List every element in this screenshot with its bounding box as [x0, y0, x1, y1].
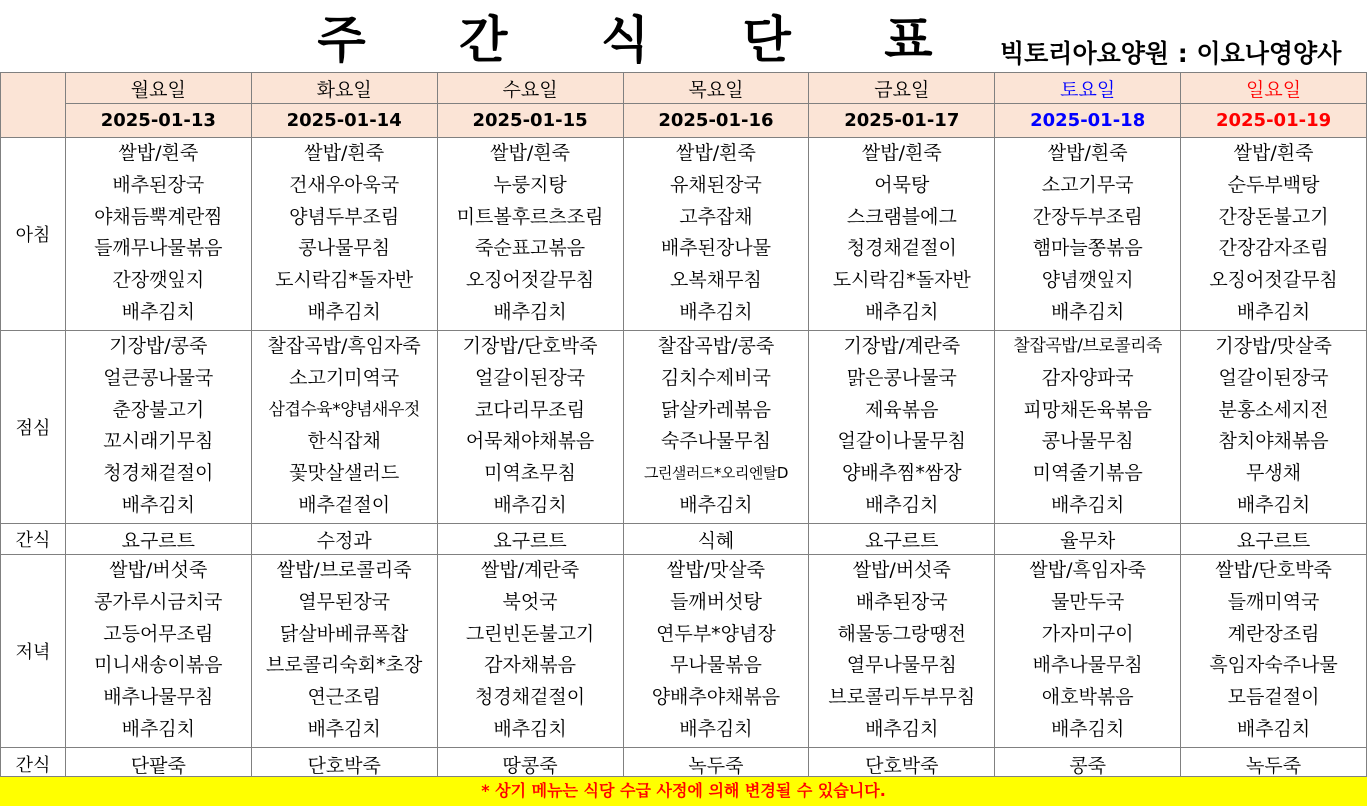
menu-item: 청경채겉절이 [103, 462, 214, 485]
day-date: 2025-01-14 [251, 104, 437, 138]
menu-item: 양념깻잎지 [1041, 269, 1134, 292]
lunch-row [1, 331, 1367, 524]
snack-cell: 단호박죽 [809, 748, 995, 781]
menu-item: 계란장조림 [1227, 622, 1320, 645]
menu-item: 열무된장국 [298, 590, 391, 613]
menu-item: 피망채돈육볶음 [1023, 398, 1152, 421]
meal-label-breakfast: 아침 [1, 138, 66, 331]
breakfast-cell [251, 138, 437, 331]
date-row [1, 104, 1367, 138]
menu-item: 애호박볶음 [1041, 686, 1134, 709]
menu-item: 맑은콩나물국 [846, 366, 957, 389]
menu-item: 도시락김*돌자반 [832, 269, 971, 292]
dinner-row [1, 555, 1367, 748]
menu-item: 배추김치 [307, 300, 381, 323]
snack1-row [1, 524, 1367, 555]
snack-cell: 율무차 [995, 524, 1181, 555]
day-name: 금요일 [809, 73, 995, 104]
menu-item: 꼬시래기무침 [103, 430, 214, 453]
menu-item: 순두부백탕 [1227, 173, 1320, 196]
menu-item: 소고기무국 [1041, 173, 1134, 196]
menu-item: 얼큰콩나물국 [103, 366, 214, 389]
menu-item: 배추겉절이 [298, 493, 391, 516]
menu-item: 고추잡채 [679, 205, 753, 228]
dinner-cell [437, 555, 623, 748]
menu-item: 어묵탕 [874, 173, 930, 196]
menu-item: 양배추야채볶음 [651, 686, 781, 709]
menu-item: 배추김치 [121, 493, 196, 516]
menu-item: 기장밥/계란죽 [843, 335, 961, 357]
menu-item: 쌀밥/흰죽 [861, 142, 942, 164]
day-name: 수요일 [437, 73, 623, 104]
breakfast-cell [65, 138, 251, 331]
menu-item: 쌀밥/흰죽 [1047, 142, 1128, 164]
dinner-cell [809, 555, 995, 748]
facility-name: 빅토리아요양원 : 이요나영양사 [1000, 39, 1342, 68]
lunch-cell [809, 331, 995, 524]
menu-item: 배추된장국 [112, 173, 205, 196]
day-date: 2025-01-17 [809, 104, 995, 138]
page-title: 주 간 식 단 표 [317, 11, 971, 69]
menu-item: 닭살카레볶음 [660, 398, 771, 421]
menu-item: 배추김치 [307, 717, 381, 740]
snack-cell: 땅콩죽 [437, 748, 623, 781]
menu-item: 스크램블에그 [846, 205, 957, 228]
snack-cell: 요구르트 [437, 524, 623, 555]
menu-item: 배추김치 [679, 493, 753, 516]
menu-item: 쌀밥/버섯죽 [109, 559, 208, 581]
menu-item: 배추김치 [493, 300, 567, 323]
menu-item: 간장돈불고기 [1218, 205, 1329, 228]
menu-item: 한식잡채 [307, 430, 381, 453]
menu-item: 햄마늘쫑볶음 [1032, 237, 1143, 260]
menu-item: 배추김치 [865, 717, 939, 740]
day-name: 화요일 [251, 73, 437, 104]
dinner-cell [65, 555, 251, 748]
breakfast-cell [1181, 138, 1367, 331]
day-date-sunday: 2025-01-19 [1181, 104, 1367, 138]
snack-cell: 요구르트 [65, 524, 251, 555]
menu-item: 열무나물무침 [846, 654, 957, 677]
menu-item: 도시락김*돌자반 [275, 269, 414, 292]
menu-item: 배추나물무침 [1032, 654, 1143, 677]
menu-item: 가자미구이 [1041, 622, 1134, 645]
dinner-cell [1181, 555, 1367, 748]
menu-item: 죽순표고볶음 [475, 237, 586, 260]
menu-item: 유채된장국 [670, 173, 762, 196]
dinner-cell [251, 555, 437, 748]
menu-item: 춘장불고기 [112, 398, 205, 421]
lunch-cell [1181, 331, 1367, 524]
menu-item: 쌀밥/단호박죽 [1215, 559, 1332, 581]
menu-item: 쌀밥/흰죽 [1233, 142, 1314, 164]
lunch-cell [623, 331, 809, 524]
menu-item: 오복채무침 [670, 269, 762, 292]
menu-item: 콩가루시금치국 [94, 590, 223, 613]
day-name: 월요일 [65, 73, 251, 104]
menu-item: 그린샐러드*오리엔탈D [643, 464, 788, 483]
menu-item: 건새우아욱국 [289, 173, 400, 196]
menu-item: 연두부*양념장 [656, 622, 776, 645]
menu-item: 찰잡곡밥/콩죽 [657, 335, 775, 357]
menu-item: 미니새송이볶음 [94, 654, 223, 677]
menu-item: 소고기미역국 [289, 366, 400, 389]
snack-cell: 녹두죽 [623, 748, 809, 781]
menu-item: 쌀밥/계란죽 [480, 559, 580, 581]
corner-cell [1, 73, 66, 138]
day-name-sunday: 일요일 [1181, 73, 1367, 104]
menu-item: 오징어젓갈무침 [465, 269, 595, 292]
lunch-cell [995, 331, 1181, 524]
menu-item: 배추김치 [865, 300, 939, 323]
menu-item: 배추김치 [865, 493, 939, 516]
snack-cell: 단팥죽 [65, 748, 251, 781]
dinner-cell [995, 555, 1181, 748]
menu-item: 김치수제비국 [660, 366, 771, 389]
menu-item: 해물동그랑땡전 [837, 622, 967, 645]
menu-item: 그린빈돈불고기 [465, 622, 595, 645]
lunch-cell [437, 331, 623, 524]
menu-item: 얼갈이나물무침 [837, 430, 967, 453]
menu-item: 흑임자숙주나물 [1209, 654, 1338, 677]
menu-item: 쌀밥/흑임자죽 [1029, 559, 1146, 581]
menu-item: 감자양파국 [1041, 366, 1134, 389]
menu-item: 찰잡곡밥/흑임자죽 [267, 335, 421, 357]
breakfast-cell [437, 138, 623, 331]
menu-item: 고등어무조림 [103, 622, 214, 645]
snack-cell: 수정과 [251, 524, 437, 555]
meal-label-lunch: 점심 [1, 331, 66, 524]
menu-item: 쌀밥/흰죽 [304, 142, 385, 164]
menu-item: 분홍소세지전 [1218, 398, 1329, 421]
menu-item: 얼갈이된장국 [1218, 366, 1329, 389]
snack-cell: 녹두죽 [1181, 748, 1367, 781]
menu-item: 미역초무침 [484, 462, 576, 485]
day-date: 2025-01-15 [437, 104, 623, 138]
menu-item: 어묵채야채볶음 [465, 430, 595, 453]
menu-item: 브로콜리숙회*초장 [266, 654, 423, 677]
menu-item: 배추된장국 [855, 590, 948, 613]
day-date: 2025-01-16 [623, 104, 809, 138]
menu-item: 배추김치 [493, 717, 567, 740]
menu-item: 청경채겉절이 [475, 686, 586, 709]
menu-item: 미트볼후르츠조림 [456, 205, 604, 228]
menu-item: 배추김치 [121, 300, 196, 323]
menu-item: 배추김치 [1236, 717, 1311, 740]
breakfast-cell [995, 138, 1181, 331]
menu-item: 배추김치 [679, 717, 753, 740]
menu-item: 누룽지탕 [493, 173, 567, 196]
menu-item: 쌀밥/버섯죽 [852, 559, 951, 581]
day-header-row [1, 73, 1367, 104]
menu-item: 배추된장나물 [660, 237, 771, 260]
menu-item: 오징어젓갈무침 [1209, 269, 1338, 292]
breakfast-cell [623, 138, 809, 331]
weekly-menu-table [0, 72, 1367, 781]
menu-item: 배추김치 [679, 300, 753, 323]
menu-item: 야채듬뿍계란찜 [94, 205, 223, 228]
menu-item: 모듬겉절이 [1227, 686, 1320, 709]
menu-item: 콩나물무침 [1041, 430, 1134, 453]
menu-item: 연근조림 [307, 686, 381, 709]
menu-item: 쌀밥/흰죽 [118, 142, 199, 164]
menu-item: 브로콜리두부무침 [828, 686, 976, 709]
menu-item: 얼갈이된장국 [475, 366, 586, 389]
menu-item: 물만두국 [1050, 590, 1125, 613]
menu-item: 북엇국 [502, 590, 558, 613]
menu-item: 코다리무조림 [475, 398, 586, 421]
menu-item: 간장감자조림 [1218, 237, 1329, 260]
snack-cell: 요구르트 [809, 524, 995, 555]
breakfast-row [1, 138, 1367, 331]
lunch-cell [65, 331, 251, 524]
menu-item: 배추김치 [1050, 493, 1125, 516]
snack-cell: 식혜 [623, 524, 809, 555]
snack-cell: 단호박죽 [251, 748, 437, 781]
menu-item: 들깨미역국 [1227, 590, 1320, 613]
notice-banner: * 상기 메뉴는 식당 수급 사정에 의해 변경될 수 있습니다. [0, 776, 1367, 806]
menu-item: 배추김치 [121, 717, 196, 740]
menu-item: 들깨무나물볶음 [94, 237, 223, 260]
menu-item: 숙주나물무침 [660, 430, 771, 453]
menu-item: 기장밥/맛살죽 [1215, 335, 1332, 357]
lunch-cell [251, 331, 437, 524]
menu-item: 감자채볶음 [484, 654, 576, 677]
menu-item: 참치야채볶음 [1218, 430, 1329, 453]
menu-item: 간장두부조림 [1032, 205, 1143, 228]
menu-item: 배추김치 [1050, 717, 1125, 740]
menu-item: 쌀밥/브로콜리죽 [276, 559, 412, 581]
menu-item: 청경채겉절이 [846, 237, 957, 260]
menu-item: 제육볶음 [865, 398, 939, 421]
menu-item: 무나물볶음 [670, 654, 762, 677]
menu-item: 쌀밥/흰죽 [676, 142, 756, 164]
menu-item: 간장깻잎지 [112, 269, 205, 292]
menu-item: 양배추찜*쌈장 [841, 462, 962, 485]
dinner-cell [623, 555, 809, 748]
breakfast-cell [809, 138, 995, 331]
menu-item: 배추나물무침 [103, 686, 214, 709]
menu-item: 배추김치 [1050, 300, 1125, 323]
meal-label-snack: 간식 [1, 748, 66, 781]
menu-item: 들깨버섯탕 [670, 590, 762, 613]
menu-item: 기장밥/단호박죽 [462, 335, 598, 357]
day-name-saturday: 토요일 [995, 73, 1181, 104]
menu-item: 배추김치 [1236, 300, 1311, 323]
menu-item: 콩나물무침 [298, 237, 391, 260]
menu-item: 쌀밥/흰죽 [490, 142, 570, 164]
day-date: 2025-01-13 [65, 104, 251, 138]
menu-item: 무생채 [1246, 462, 1302, 485]
day-name: 목요일 [623, 73, 809, 104]
menu-item: 양념두부조림 [289, 205, 400, 228]
menu-item: 쌀밥/맛살죽 [666, 559, 766, 581]
menu-item: 삼겹수육*양념새우젓 [268, 399, 420, 420]
snack-cell: 요구르트 [1181, 524, 1367, 555]
menu-item: 미역줄기볶음 [1032, 462, 1143, 485]
menu-item: 배추김치 [493, 493, 567, 516]
day-date-saturday: 2025-01-18 [995, 104, 1181, 138]
menu-item: 찰잡곡밥/브로콜리죽 [1013, 336, 1162, 356]
meal-label-snack: 간식 [1, 524, 66, 555]
meal-label-dinner: 저녁 [1, 555, 66, 748]
snack-cell: 콩죽 [995, 748, 1181, 781]
menu-item: 기장밥/콩죽 [109, 335, 208, 357]
menu-item: 배추김치 [1236, 493, 1311, 516]
menu-item: 닭살바베큐폭찹 [279, 622, 409, 645]
menu-item: 꽃맛살샐러드 [289, 462, 400, 485]
